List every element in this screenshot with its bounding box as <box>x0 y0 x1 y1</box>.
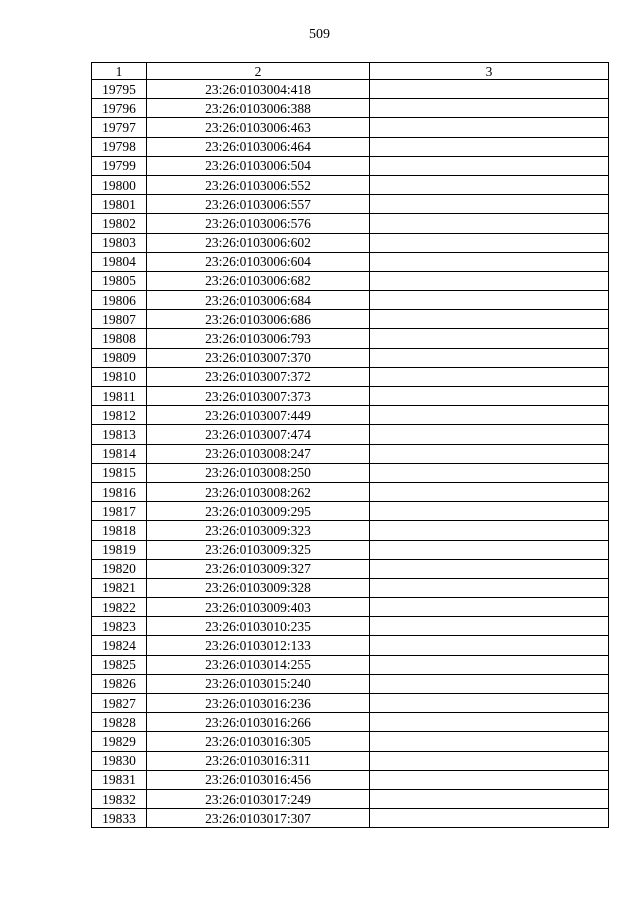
table-row <box>92 598 609 617</box>
note-cell <box>370 578 609 597</box>
row-number-cell: 19811 <box>92 387 147 406</box>
table-row <box>92 99 609 118</box>
row-number-cell: 19831 <box>92 770 147 789</box>
row-number-cell: 19833 <box>92 809 147 828</box>
cadastral-number-cell: 23:26:0103007:372 <box>147 367 370 386</box>
cadastral-number-cell: 23:26:0103006:686 <box>147 310 370 329</box>
row-number-cell: 19805 <box>92 271 147 290</box>
cadastral-number-cell: 23:26:0103009:325 <box>147 540 370 559</box>
cadastral-number-cell: 23:26:0103006:552 <box>147 175 370 194</box>
note-cell <box>370 387 609 406</box>
note-cell <box>370 310 609 329</box>
row-number-cell: 19829 <box>92 732 147 751</box>
cadastral-number-cell: 23:26:0103016:266 <box>147 713 370 732</box>
row-number-cell: 19812 <box>92 406 147 425</box>
cadastral-number-cell: 23:26:0103009:295 <box>147 502 370 521</box>
table-row <box>92 291 609 310</box>
note-cell <box>370 271 609 290</box>
table-row <box>92 195 609 214</box>
note-cell <box>370 425 609 444</box>
table-row <box>92 655 609 674</box>
row-number-cell: 19817 <box>92 502 147 521</box>
note-cell <box>370 674 609 693</box>
registry-table <box>91 62 609 828</box>
note-cell <box>370 291 609 310</box>
row-number-cell: 19819 <box>92 540 147 559</box>
note-cell <box>370 118 609 137</box>
cadastral-number-cell: 23:26:0103006:682 <box>147 271 370 290</box>
row-number-cell: 19822 <box>92 598 147 617</box>
registry-table-body <box>92 63 609 828</box>
note-cell <box>370 367 609 386</box>
cadastral-number-cell: 23:26:0103006:463 <box>147 118 370 137</box>
note-cell <box>370 713 609 732</box>
note-cell <box>370 751 609 770</box>
note-cell <box>370 540 609 559</box>
note-cell <box>370 175 609 194</box>
table-row <box>92 329 609 348</box>
table-row <box>92 444 609 463</box>
cadastral-number-cell: 23:26:0103007:370 <box>147 348 370 367</box>
cadastral-number-cell: 23:26:0103006:602 <box>147 233 370 252</box>
table-row <box>92 310 609 329</box>
cadastral-number-cell: 23:26:0103016:456 <box>147 770 370 789</box>
row-number-cell: 19801 <box>92 195 147 214</box>
table-row <box>92 482 609 501</box>
table-row <box>92 732 609 751</box>
note-cell <box>370 617 609 636</box>
table-row <box>92 636 609 655</box>
table-row <box>92 406 609 425</box>
row-number-cell: 19797 <box>92 118 147 137</box>
table-row <box>92 809 609 828</box>
cadastral-number-cell: 23:26:0103006:576 <box>147 214 370 233</box>
table-row <box>92 751 609 770</box>
cadastral-number-cell: 23:26:0103006:684 <box>147 291 370 310</box>
row-number-cell: 19810 <box>92 367 147 386</box>
table-row <box>92 118 609 137</box>
note-cell <box>370 99 609 118</box>
cadastral-number-cell: 23:26:0103004:418 <box>147 80 370 99</box>
row-number-cell: 19815 <box>92 463 147 482</box>
row-number-cell: 19818 <box>92 521 147 540</box>
column-header-2: 2 <box>147 63 370 80</box>
table-row <box>92 674 609 693</box>
table-row <box>92 425 609 444</box>
cadastral-number-cell: 23:26:0103007:474 <box>147 425 370 444</box>
table-row <box>92 617 609 636</box>
cadastral-number-cell: 23:26:0103017:307 <box>147 809 370 828</box>
row-number-cell: 19814 <box>92 444 147 463</box>
cadastral-number-cell: 23:26:0103016:305 <box>147 732 370 751</box>
note-cell <box>370 444 609 463</box>
cadastral-number-cell: 23:26:0103006:604 <box>147 252 370 271</box>
row-number-cell: 19816 <box>92 482 147 501</box>
cadastral-number-cell: 23:26:0103009:403 <box>147 598 370 617</box>
row-number-cell: 19826 <box>92 674 147 693</box>
table-row <box>92 233 609 252</box>
table-row <box>92 271 609 290</box>
row-number-cell: 19808 <box>92 329 147 348</box>
row-number-cell: 19827 <box>92 694 147 713</box>
table-row <box>92 502 609 521</box>
row-number-cell: 19820 <box>92 559 147 578</box>
row-number-cell: 19795 <box>92 80 147 99</box>
table-row <box>92 137 609 156</box>
cadastral-number-cell: 23:26:0103007:373 <box>147 387 370 406</box>
row-number-cell: 19823 <box>92 617 147 636</box>
table-row <box>92 252 609 271</box>
row-number-cell: 19803 <box>92 233 147 252</box>
cadastral-number-cell: 23:26:0103008:262 <box>147 482 370 501</box>
table-row <box>92 789 609 808</box>
note-cell <box>370 214 609 233</box>
row-number-cell: 19828 <box>92 713 147 732</box>
row-number-cell: 19821 <box>92 578 147 597</box>
table-row <box>92 156 609 175</box>
table-row <box>92 540 609 559</box>
row-number-cell: 19802 <box>92 214 147 233</box>
note-cell <box>370 156 609 175</box>
row-number-cell: 19825 <box>92 655 147 674</box>
note-cell <box>370 809 609 828</box>
note-cell <box>370 636 609 655</box>
cadastral-number-cell: 23:26:0103012:133 <box>147 636 370 655</box>
cadastral-number-cell: 23:26:0103006:388 <box>147 99 370 118</box>
table-row <box>92 559 609 578</box>
note-cell <box>370 195 609 214</box>
note-cell <box>370 233 609 252</box>
note-cell <box>370 348 609 367</box>
cadastral-number-cell: 23:26:0103006:464 <box>147 137 370 156</box>
cadastral-number-cell: 23:26:0103007:449 <box>147 406 370 425</box>
table-row <box>92 694 609 713</box>
column-header-1: 1 <box>92 63 147 80</box>
note-cell <box>370 521 609 540</box>
note-cell <box>370 80 609 99</box>
cadastral-number-cell: 23:26:0103009:328 <box>147 578 370 597</box>
table-row <box>92 214 609 233</box>
row-number-cell: 19799 <box>92 156 147 175</box>
note-cell <box>370 463 609 482</box>
cadastral-number-cell: 23:26:0103006:557 <box>147 195 370 214</box>
row-number-cell: 19804 <box>92 252 147 271</box>
row-number-cell: 19809 <box>92 348 147 367</box>
table-row <box>92 463 609 482</box>
column-header-3: 3 <box>370 63 609 80</box>
note-cell <box>370 694 609 713</box>
cadastral-number-cell: 23:26:0103015:240 <box>147 674 370 693</box>
table-row <box>92 713 609 732</box>
row-number-cell: 19807 <box>92 310 147 329</box>
table-row <box>92 175 609 194</box>
table-row <box>92 348 609 367</box>
cadastral-number-cell: 23:26:0103014:255 <box>147 655 370 674</box>
row-number-cell: 19798 <box>92 137 147 156</box>
row-number-cell: 19830 <box>92 751 147 770</box>
table-row <box>92 521 609 540</box>
cadastral-number-cell: 23:26:0103008:250 <box>147 463 370 482</box>
page-number: 509 <box>309 27 330 42</box>
table-header-row <box>92 63 609 80</box>
note-cell <box>370 406 609 425</box>
cadastral-number-cell: 23:26:0103010:235 <box>147 617 370 636</box>
note-cell <box>370 559 609 578</box>
row-number-cell: 19824 <box>92 636 147 655</box>
cadastral-number-cell: 23:26:0103017:249 <box>147 789 370 808</box>
table-row <box>92 387 609 406</box>
row-number-cell: 19813 <box>92 425 147 444</box>
note-cell <box>370 502 609 521</box>
note-cell <box>370 137 609 156</box>
note-cell <box>370 655 609 674</box>
note-cell <box>370 329 609 348</box>
note-cell <box>370 598 609 617</box>
note-cell <box>370 770 609 789</box>
row-number-cell: 19832 <box>92 789 147 808</box>
cadastral-number-cell: 23:26:0103016:311 <box>147 751 370 770</box>
cadastral-number-cell: 23:26:0103006:793 <box>147 329 370 348</box>
table-row <box>92 367 609 386</box>
note-cell <box>370 732 609 751</box>
row-number-cell: 19800 <box>92 175 147 194</box>
cadastral-number-cell: 23:26:0103006:504 <box>147 156 370 175</box>
table-row <box>92 770 609 789</box>
note-cell <box>370 482 609 501</box>
table-row <box>92 578 609 597</box>
note-cell <box>370 789 609 808</box>
table-row <box>92 80 609 99</box>
cadastral-number-cell: 23:26:0103016:236 <box>147 694 370 713</box>
cadastral-number-cell: 23:26:0103008:247 <box>147 444 370 463</box>
row-number-cell: 19806 <box>92 291 147 310</box>
note-cell <box>370 252 609 271</box>
row-number-cell: 19796 <box>92 99 147 118</box>
cadastral-number-cell: 23:26:0103009:323 <box>147 521 370 540</box>
cadastral-number-cell: 23:26:0103009:327 <box>147 559 370 578</box>
